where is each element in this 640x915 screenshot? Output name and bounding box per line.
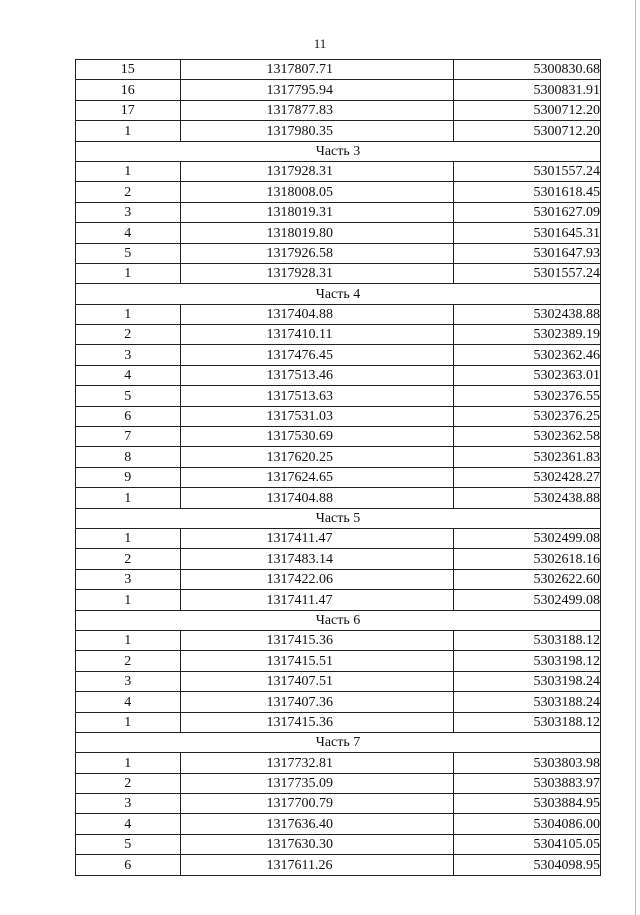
y-coordinate-cell: 5302428.27 — [453, 467, 601, 487]
x-coordinate-cell: 1317926.58 — [180, 243, 453, 263]
section-header-row — [76, 284, 601, 304]
table-row — [76, 814, 601, 834]
y-coordinate-cell: 5302389.19 — [453, 325, 601, 345]
y-coordinate-cell: 5302622.60 — [453, 569, 601, 589]
y-coordinate-cell: 5301557.24 — [453, 263, 601, 283]
point-number-cell: 5 — [76, 834, 181, 854]
table-row — [76, 427, 601, 447]
x-coordinate-cell: 1317483.14 — [180, 549, 453, 569]
table-row — [76, 60, 601, 80]
point-number-cell: 1 — [76, 121, 181, 141]
x-coordinate-cell: 1317513.46 — [180, 365, 453, 385]
y-coordinate-cell: 5302362.58 — [453, 427, 601, 447]
table-row — [76, 161, 601, 181]
x-coordinate-cell: 1317980.35 — [180, 121, 453, 141]
x-coordinate-cell: 1317411.47 — [180, 528, 453, 548]
point-number-cell: 1 — [76, 712, 181, 732]
table-row — [76, 528, 601, 548]
x-coordinate-cell: 1317404.88 — [180, 304, 453, 324]
table-row — [76, 712, 601, 732]
section-header-row — [76, 141, 601, 161]
table-row — [76, 834, 601, 854]
table-row — [76, 304, 601, 324]
point-number-cell: 5 — [76, 386, 181, 406]
x-coordinate-cell: 1317410.11 — [180, 325, 453, 345]
table-row — [76, 692, 601, 712]
point-number-cell: 1 — [76, 753, 181, 773]
x-coordinate-cell: 1318019.31 — [180, 202, 453, 222]
y-coordinate-cell: 5303803.98 — [453, 753, 601, 773]
table-row — [76, 386, 601, 406]
y-coordinate-cell: 5303188.12 — [453, 630, 601, 650]
point-number-cell: 5 — [76, 243, 181, 263]
table-row — [76, 365, 601, 385]
y-coordinate-cell: 5302438.88 — [453, 304, 601, 324]
coordinates-table-body — [76, 60, 601, 876]
point-number-cell: 3 — [76, 794, 181, 814]
point-number-cell: 4 — [76, 692, 181, 712]
x-coordinate-cell: 1317404.88 — [180, 488, 453, 508]
x-coordinate-cell: 1317611.26 — [180, 855, 453, 875]
y-coordinate-cell: 5302363.01 — [453, 365, 601, 385]
point-number-cell: 3 — [76, 202, 181, 222]
x-coordinate-cell: 1317415.36 — [180, 630, 453, 650]
point-number-cell: 1 — [76, 630, 181, 650]
table-row — [76, 80, 601, 100]
point-number-cell: 2 — [76, 651, 181, 671]
point-number-cell: 1 — [76, 304, 181, 324]
point-number-cell: 3 — [76, 345, 181, 365]
y-coordinate-cell: 5304105.05 — [453, 834, 601, 854]
x-coordinate-cell: 1317422.06 — [180, 569, 453, 589]
y-coordinate-cell: 5303188.12 — [453, 712, 601, 732]
x-coordinate-cell: 1317928.31 — [180, 263, 453, 283]
point-number-cell: 4 — [76, 223, 181, 243]
point-number-cell: 6 — [76, 855, 181, 875]
point-number-cell: 1 — [76, 161, 181, 181]
x-coordinate-cell: 1317624.65 — [180, 467, 453, 487]
x-coordinate-cell: 1317732.81 — [180, 753, 453, 773]
section-header-row — [76, 610, 601, 630]
y-coordinate-cell: 5302362.46 — [453, 345, 601, 365]
x-coordinate-cell: 1317411.47 — [180, 590, 453, 610]
section-title: Часть 4 — [76, 284, 601, 304]
x-coordinate-cell: 1317807.71 — [180, 60, 453, 80]
y-coordinate-cell: 5300831.91 — [453, 80, 601, 100]
x-coordinate-cell: 1317700.79 — [180, 794, 453, 814]
table-row — [76, 325, 601, 345]
table-row — [76, 182, 601, 202]
point-number-cell: 3 — [76, 569, 181, 589]
table-row — [76, 202, 601, 222]
point-number-cell: 2 — [76, 325, 181, 345]
x-coordinate-cell: 1317735.09 — [180, 773, 453, 793]
y-coordinate-cell: 5300830.68 — [453, 60, 601, 80]
table-row — [76, 753, 601, 773]
coordinates-table — [75, 59, 601, 876]
table-row — [76, 263, 601, 283]
point-number-cell: 8 — [76, 447, 181, 467]
point-number-cell: 6 — [76, 406, 181, 426]
table-row — [76, 549, 601, 569]
point-number-cell: 2 — [76, 773, 181, 793]
page-number: 11 — [313, 36, 327, 51]
point-number-cell: 2 — [76, 182, 181, 202]
point-number-cell: 7 — [76, 427, 181, 447]
table-row — [76, 243, 601, 263]
point-number-cell: 16 — [76, 80, 181, 100]
y-coordinate-cell: 5304086.00 — [453, 814, 601, 834]
point-number-cell: 9 — [76, 467, 181, 487]
x-coordinate-cell: 1317407.51 — [180, 671, 453, 691]
table-row — [76, 100, 601, 120]
y-coordinate-cell: 5301557.24 — [453, 161, 601, 181]
x-coordinate-cell: 1317476.45 — [180, 345, 453, 365]
point-number-cell: 1 — [76, 528, 181, 548]
section-header-row — [76, 732, 601, 752]
y-coordinate-cell: 5302376.25 — [453, 406, 601, 426]
y-coordinate-cell: 5302499.08 — [453, 528, 601, 548]
point-number-cell: 3 — [76, 671, 181, 691]
table-row — [76, 345, 601, 365]
point-number-cell: 17 — [76, 100, 181, 120]
point-number-cell: 2 — [76, 549, 181, 569]
section-title: Часть 6 — [76, 610, 601, 630]
table-row — [76, 855, 601, 875]
y-coordinate-cell: 5300712.20 — [453, 100, 601, 120]
section-title: Часть 7 — [76, 732, 601, 752]
y-coordinate-cell: 5303884.95 — [453, 794, 601, 814]
point-number-cell: 1 — [76, 590, 181, 610]
y-coordinate-cell: 5302618.16 — [453, 549, 601, 569]
section-title: Часть 3 — [76, 141, 601, 161]
point-number-cell: 4 — [76, 814, 181, 834]
y-coordinate-cell: 5301645.31 — [453, 223, 601, 243]
point-number-cell: 1 — [76, 263, 181, 283]
x-coordinate-cell: 1317531.03 — [180, 406, 453, 426]
section-title: Часть 5 — [76, 508, 601, 528]
y-coordinate-cell: 5303198.24 — [453, 671, 601, 691]
table-row — [76, 630, 601, 650]
x-coordinate-cell: 1317415.51 — [180, 651, 453, 671]
point-number-cell: 4 — [76, 365, 181, 385]
x-coordinate-cell: 1317928.31 — [180, 161, 453, 181]
section-header-row — [76, 508, 601, 528]
table-row — [76, 488, 601, 508]
point-number-cell: 1 — [76, 488, 181, 508]
y-coordinate-cell: 5303198.12 — [453, 651, 601, 671]
table-row — [76, 590, 601, 610]
table-row — [76, 447, 601, 467]
table-row — [76, 651, 601, 671]
x-coordinate-cell: 1317530.69 — [180, 427, 453, 447]
table-row — [76, 671, 601, 691]
x-coordinate-cell: 1317877.83 — [180, 100, 453, 120]
x-coordinate-cell: 1317620.25 — [180, 447, 453, 467]
table-row — [76, 773, 601, 793]
x-coordinate-cell: 1317513.63 — [180, 386, 453, 406]
y-coordinate-cell: 5303883.97 — [453, 773, 601, 793]
x-coordinate-cell: 1317415.36 — [180, 712, 453, 732]
table-row — [76, 794, 601, 814]
y-coordinate-cell: 5300712.20 — [453, 121, 601, 141]
table-row — [76, 223, 601, 243]
x-coordinate-cell: 1318019.80 — [180, 223, 453, 243]
table-row — [76, 569, 601, 589]
y-coordinate-cell: 5303188.24 — [453, 692, 601, 712]
y-coordinate-cell: 5301618.45 — [453, 182, 601, 202]
y-coordinate-cell: 5302361.83 — [453, 447, 601, 467]
table-row — [76, 467, 601, 487]
table-row — [76, 406, 601, 426]
y-coordinate-cell: 5301627.09 — [453, 202, 601, 222]
y-coordinate-cell: 5302376.55 — [453, 386, 601, 406]
x-coordinate-cell: 1317795.94 — [180, 80, 453, 100]
y-coordinate-cell: 5301647.93 — [453, 243, 601, 263]
x-coordinate-cell: 1318008.05 — [180, 182, 453, 202]
table-row — [76, 121, 601, 141]
x-coordinate-cell: 1317636.40 — [180, 814, 453, 834]
x-coordinate-cell: 1317407.36 — [180, 692, 453, 712]
y-coordinate-cell: 5302438.88 — [453, 488, 601, 508]
x-coordinate-cell: 1317630.30 — [180, 834, 453, 854]
point-number-cell: 15 — [76, 60, 181, 80]
y-coordinate-cell: 5302499.08 — [453, 590, 601, 610]
y-coordinate-cell: 5304098.95 — [453, 855, 601, 875]
